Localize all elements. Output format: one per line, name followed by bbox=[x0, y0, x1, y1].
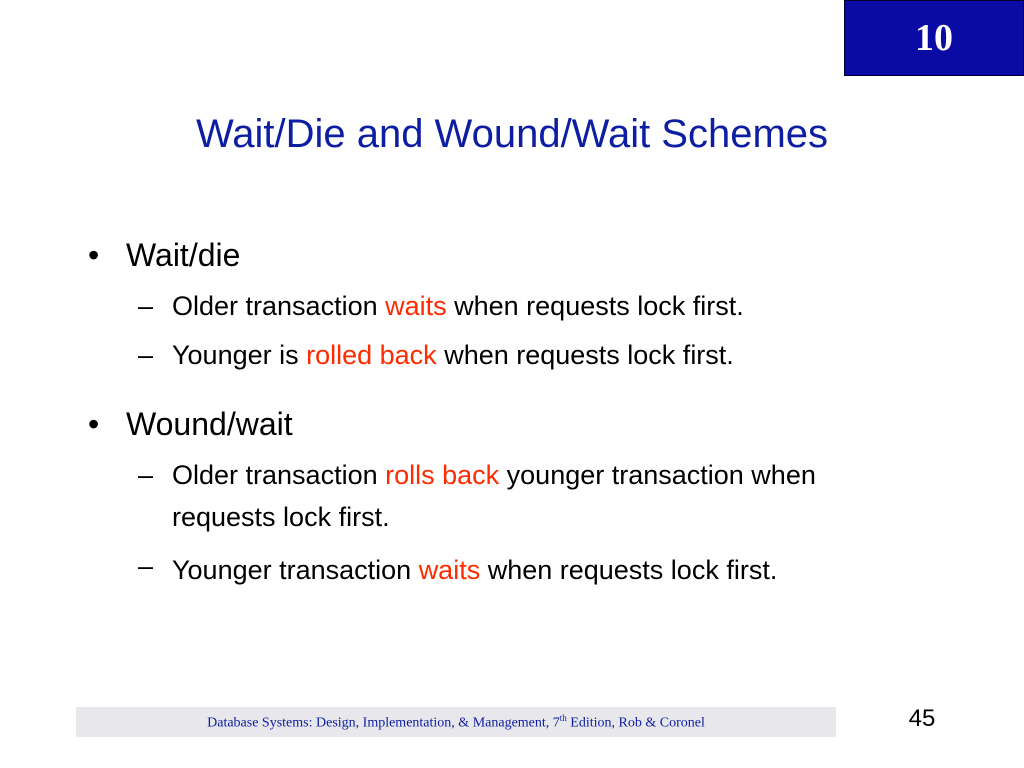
sub-bullet-item bbox=[138, 454, 918, 538]
footer-citation bbox=[207, 713, 705, 732]
bullet-dot-icon: • bbox=[88, 237, 100, 273]
sub-bullet-text: Older transaction bbox=[172, 460, 386, 490]
page-number: 45 bbox=[908, 705, 936, 732]
sub-bullet-text: Younger is bbox=[172, 340, 307, 370]
footer-text: Database Systems: Design, Implementation, & Management, 7 bbox=[207, 715, 560, 731]
sub-bullet-text: younger transaction when requests lock first. bbox=[172, 460, 816, 532]
sub-bullet-text: when requests lock first. bbox=[480, 555, 778, 585]
sub-bullet-text: when requests lock first. bbox=[446, 291, 744, 321]
chapter-number: 10 bbox=[915, 17, 953, 59]
sub-bullet-item bbox=[138, 545, 918, 595]
dash-icon: – bbox=[138, 460, 154, 490]
dash-icon: – bbox=[138, 551, 154, 581]
dash-icon: – bbox=[138, 291, 154, 321]
highlight-text: waits bbox=[418, 555, 481, 585]
bullet-label: Wait/die bbox=[126, 237, 241, 273]
sub-bullet-text: when requests lock first. bbox=[436, 340, 734, 370]
footer-bar bbox=[76, 707, 836, 737]
bullet-item bbox=[88, 405, 293, 443]
footer-text: Edition, Rob & Coronel bbox=[566, 715, 705, 731]
bullet-item bbox=[88, 236, 240, 274]
dash-icon: – bbox=[138, 340, 154, 370]
sub-bullet-item bbox=[138, 285, 918, 327]
highlight-text: rolled back bbox=[306, 340, 437, 370]
slide-title: Wait/Die and Wound/Wait Schemes bbox=[195, 112, 829, 156]
sub-bullet-text: Younger transaction bbox=[172, 555, 419, 585]
footer-superscript: th bbox=[559, 712, 567, 723]
highlight-text: rolls back bbox=[385, 460, 500, 490]
sub-bullet-text: Older transaction bbox=[172, 291, 386, 321]
bullet-dot-icon: • bbox=[88, 406, 100, 442]
highlight-text: waits bbox=[385, 291, 447, 321]
sub-bullet-item bbox=[138, 334, 918, 376]
bullet-label: Wound/wait bbox=[126, 406, 293, 442]
